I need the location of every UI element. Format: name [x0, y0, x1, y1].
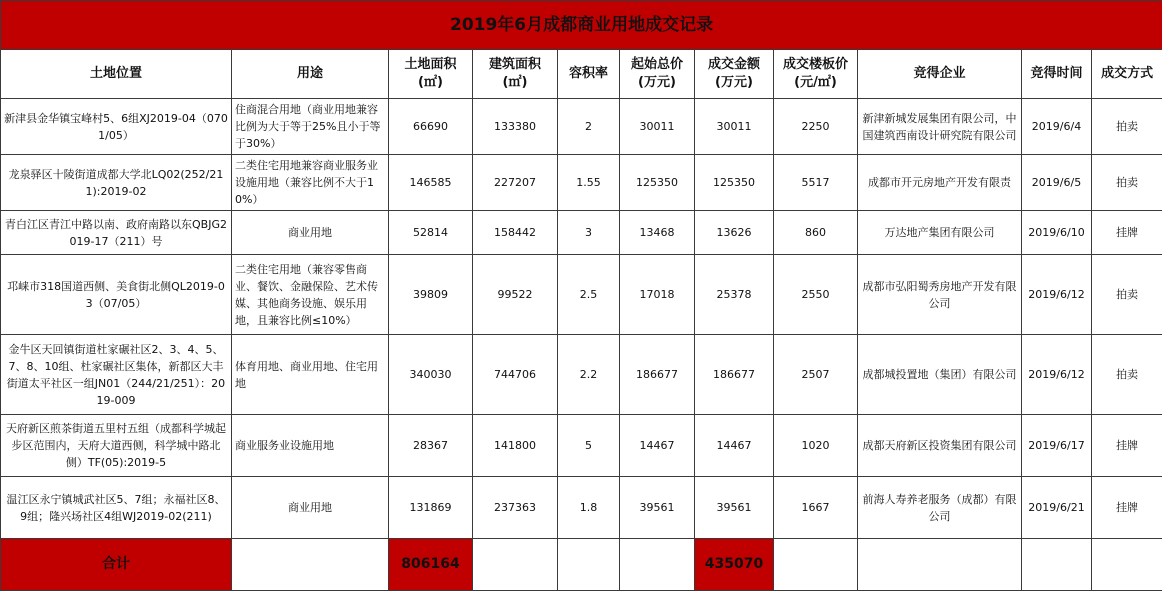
- starting-price-cell: 125350: [620, 155, 695, 211]
- column-header: 起始总价 (万元): [620, 50, 695, 99]
- building-area-cell: 141800: [473, 415, 558, 477]
- deal-date-cell: 2019/6/4: [1022, 99, 1092, 155]
- land-area-cell: 39809: [389, 255, 473, 335]
- starting-price-cell: 30011: [620, 99, 695, 155]
- floor-price-cell: 2250: [774, 99, 858, 155]
- table-row: [1, 211, 1162, 255]
- deal-date-cell: 2019/6/12: [1022, 335, 1092, 415]
- land-area-cell: 28367: [389, 415, 473, 477]
- land-use-cell: 二类住宅用地（兼容零售商业、餐饮、金融保险、艺术传媒、其他商务设施、娱乐用地，且兼容比例≤10%）: [232, 255, 389, 335]
- table-row: [1, 255, 1162, 335]
- total-land-area: 806164: [389, 539, 473, 591]
- column-header: 成交金额 (万元): [695, 50, 774, 99]
- floor-price-cell: 1667: [774, 477, 858, 539]
- total-empty-cell: [858, 539, 1022, 591]
- total-deal-price: 435070: [695, 539, 774, 591]
- land-location-cell: 温江区永宁镇城武社区5、7组；永福社区8、9组；隆兴场社区4组WJ2019-02(211): [1, 477, 232, 539]
- column-header: 竞得企业: [858, 50, 1022, 99]
- land-location-cell: 青白江区青江中路以南、政府南路以东QBJG2019-17（211）号: [1, 211, 232, 255]
- deal-price-cell: 25378: [695, 255, 774, 335]
- land-use-cell: 二类住宅用地兼容商业服务业设施用地（兼容比例不大于10%）: [232, 155, 389, 211]
- winning-company-cell: 成都天府新区投资集团有限公司: [858, 415, 1022, 477]
- deal-method-cell: 挂牌: [1092, 415, 1162, 477]
- land-location-cell: 天府新区煎茶街道五里村五组（成都科学城起步区范围内，天府大道西侧，科学城中路北侧）TF(05):2019-5: [1, 415, 232, 477]
- table-row: [1, 99, 1162, 155]
- land-location-cell: 新津县金华镇宝峰村5、6组XJ2019-04（0701/05）: [1, 99, 232, 155]
- plot-ratio-cell: 2: [558, 99, 620, 155]
- building-area-cell: 99522: [473, 255, 558, 335]
- land-location-cell: 龙泉驿区十陵街道成都大学北LQ02(252/211):2019-02: [1, 155, 232, 211]
- building-area-cell: 744706: [473, 335, 558, 415]
- land-area-cell: 131869: [389, 477, 473, 539]
- plot-ratio-cell: 2.2: [558, 335, 620, 415]
- column-header: 土地面积 (㎡): [389, 50, 473, 99]
- deal-method-cell: 拍卖: [1092, 99, 1162, 155]
- winning-company-cell: 新津新城发展集团有限公司，中国建筑西南设计研究院有限公司: [858, 99, 1022, 155]
- starting-price-cell: 13468: [620, 211, 695, 255]
- deal-price-cell: 13626: [695, 211, 774, 255]
- winning-company-cell: 成都市开元房地产开发有限责: [858, 155, 1022, 211]
- deal-date-cell: 2019/6/17: [1022, 415, 1092, 477]
- deal-price-cell: 186677: [695, 335, 774, 415]
- plot-ratio-cell: 5: [558, 415, 620, 477]
- deal-method-cell: 拍卖: [1092, 335, 1162, 415]
- column-header: 成交楼板价 (元/㎡): [774, 50, 858, 99]
- floor-price-cell: 5517: [774, 155, 858, 211]
- floor-price-cell: 860: [774, 211, 858, 255]
- starting-price-cell: 39561: [620, 477, 695, 539]
- header-row: [1, 50, 1162, 99]
- total-empty-cell: [473, 539, 558, 591]
- deal-date-cell: 2019/6/5: [1022, 155, 1092, 211]
- total-empty-cell: [558, 539, 620, 591]
- column-header: 容积率: [558, 50, 620, 99]
- total-row: [1, 539, 1162, 591]
- starting-price-cell: 186677: [620, 335, 695, 415]
- starting-price-cell: 14467: [620, 415, 695, 477]
- total-empty-cell: [1092, 539, 1162, 591]
- deal-date-cell: 2019/6/21: [1022, 477, 1092, 539]
- table-title: 2019年6月成都商业用地成交记录: [1, 1, 1162, 50]
- total-label: 合计: [1, 539, 232, 591]
- column-header: 建筑面积 (㎡): [473, 50, 558, 99]
- deal-method-cell: 拍卖: [1092, 155, 1162, 211]
- plot-ratio-cell: 1.8: [558, 477, 620, 539]
- winning-company-cell: 成都市弘阳蜀秀房地产开发有限公司: [858, 255, 1022, 335]
- land-location-cell: 邛崃市318国道西侧、美食街北侧QL2019-03（07/05）: [1, 255, 232, 335]
- total-empty-cell: [774, 539, 858, 591]
- table-row: [1, 415, 1162, 477]
- deal-method-cell: 挂牌: [1092, 477, 1162, 539]
- deal-method-cell: 拍卖: [1092, 255, 1162, 335]
- land-area-cell: 340030: [389, 335, 473, 415]
- plot-ratio-cell: 3: [558, 211, 620, 255]
- column-header: 竞得时间: [1022, 50, 1092, 99]
- land-use-cell: 商业用地: [232, 211, 389, 255]
- land-use-cell: 商业用地: [232, 477, 389, 539]
- column-header: 土地位置: [1, 50, 232, 99]
- starting-price-cell: 17018: [620, 255, 695, 335]
- building-area-cell: 227207: [473, 155, 558, 211]
- table-row: [1, 335, 1162, 415]
- land-use-cell: 住商混合用地（商业用地兼容比例为大于等于25%且小于等于30%）: [232, 99, 389, 155]
- plot-ratio-cell: 2.5: [558, 255, 620, 335]
- deal-date-cell: 2019/6/12: [1022, 255, 1092, 335]
- total-empty-cell: [1022, 539, 1092, 591]
- building-area-cell: 237363: [473, 477, 558, 539]
- land-area-cell: 52814: [389, 211, 473, 255]
- deal-method-cell: 挂牌: [1092, 211, 1162, 255]
- winning-company-cell: 万达地产集团有限公司: [858, 211, 1022, 255]
- deal-price-cell: 39561: [695, 477, 774, 539]
- deal-price-cell: 30011: [695, 99, 774, 155]
- land-use-cell: 体育用地、商业用地、住宅用地: [232, 335, 389, 415]
- column-header: 用途: [232, 50, 389, 99]
- table-row: [1, 155, 1162, 211]
- deal-price-cell: 14467: [695, 415, 774, 477]
- deal-date-cell: 2019/6/10: [1022, 211, 1092, 255]
- land-use-cell: 商业服务业设施用地: [232, 415, 389, 477]
- floor-price-cell: 2507: [774, 335, 858, 415]
- building-area-cell: 133380: [473, 99, 558, 155]
- land-area-cell: 66690: [389, 99, 473, 155]
- plot-ratio-cell: 1.55: [558, 155, 620, 211]
- land-location-cell: 金牛区天回镇街道杜家碾社区2、3、4、5、7、8、10组、杜家碾社区集体，新都区大丰街道太平社区一组JN01（244/21/251）：2019-009: [1, 335, 232, 415]
- floor-price-cell: 1020: [774, 415, 858, 477]
- building-area-cell: 158442: [473, 211, 558, 255]
- winning-company-cell: 前海人寿养老服务（成都）有限公司: [858, 477, 1022, 539]
- land-area-cell: 146585: [389, 155, 473, 211]
- total-empty-cell: [232, 539, 389, 591]
- table-row: [1, 477, 1162, 539]
- winning-company-cell: 成都城投置地（集团）有限公司: [858, 335, 1022, 415]
- floor-price-cell: 2550: [774, 255, 858, 335]
- deal-price-cell: 125350: [695, 155, 774, 211]
- total-empty-cell: [620, 539, 695, 591]
- column-header: 成交方式: [1092, 50, 1162, 99]
